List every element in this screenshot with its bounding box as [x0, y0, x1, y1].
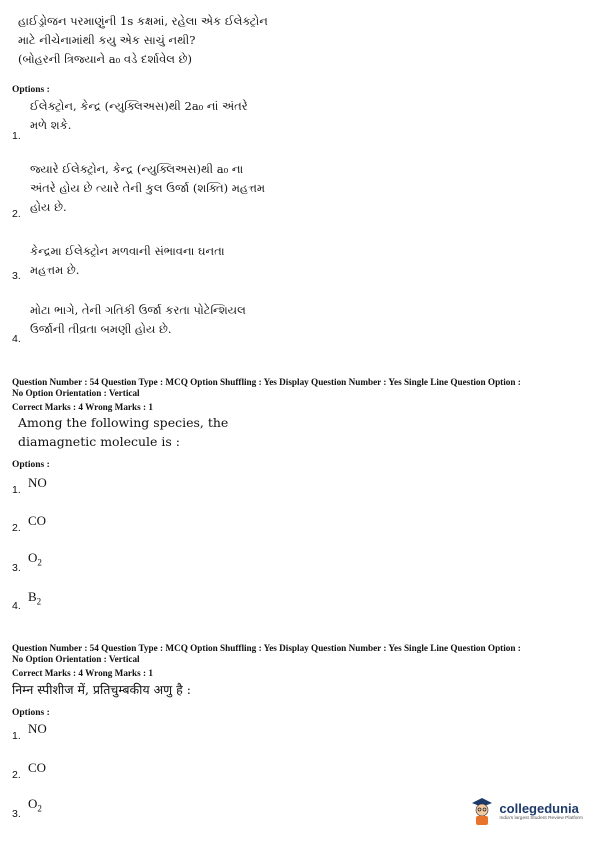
option-formula-co: CO [28, 513, 47, 528]
option-number: 3. [12, 270, 21, 282]
options-label: Options : [12, 460, 50, 470]
question-line: (બોહરની ત્રિજ્યાને a₀ વડે દર્શાવેલ છે) [18, 52, 193, 66]
options-label: Options : [12, 85, 50, 95]
option-number: 2. [12, 769, 21, 781]
question-metadata: Question Number : 54 Question Type : MCQ Option Shuffling : Yes Display Question Number : Yes Single Line Question Option : No Option Orientation : Vertical [12, 643, 521, 664]
question-text-english: Among the following species, the diamagnetic molecule is : [18, 415, 229, 449]
question-text-gujarati [18, 12, 268, 69]
logo-name: collegedunia [499, 801, 579, 816]
option-text: ઈલેક્ટ્રોન, કેન્દ્ર (ન્યુક્લિઅસ)થી 2a₀ નાં અંતરે મળે શકે. [30, 99, 248, 132]
question-line: હાઈડ્રોજન પરમાણુંની 1s કક્ષમાં, રહેલા એક ઈલેક્ટ્રોન [18, 14, 268, 28]
options-label: Options : [12, 708, 50, 718]
option-number: 4. [12, 600, 21, 612]
option-number: 3. [12, 808, 21, 820]
question-metadata: Question Number : 54 Question Type : MCQ Option Shuffling : Yes Display Question Number : Yes Single Line Question Option : No Option Orientation : Vertical [12, 377, 521, 398]
option-formula-o2: $O_2$ [28, 550, 42, 568]
option-formula-no: NO [28, 475, 47, 490]
option-text: જ્યારે ઈલેક્ટ્રોન, કેન્દ્ર (ન્યુક્લિઅસ)થી a₀ ના અંતરે હોય છે ત્યારે તેની કુલ ઉર્જા (શક્તિ) મહત્તમ હોય છે. [30, 162, 266, 214]
option-number: 1. [12, 484, 21, 496]
option-formula-o2: $O_2$ [28, 796, 42, 814]
mascot-icon [469, 796, 495, 826]
marks-info: Correct Marks : 4 Wrong Marks : 1 [12, 402, 153, 412]
logo-tagline: India's largest Student Review Platform [499, 816, 583, 821]
question-text-hindi: निम्न स्पीशीज में, प्रतिचुम्बकीय अणु है : [12, 682, 191, 697]
option-number: 3. [12, 562, 21, 574]
option-formula-b2: $B_2$ [28, 589, 42, 607]
option-number: 4. [12, 333, 21, 345]
option-formula-no: NO [28, 721, 47, 736]
option-number: 2. [12, 208, 21, 220]
collegedunia-logo [469, 796, 583, 826]
option-text: મોટા ભાગે, તેની ગતિકી ઉર્જા કરતા પોટેન્શિયલ ઉર્જાની તીવ્રતા બમણી હોય છે. [30, 303, 246, 336]
option-text: કેન્દ્રમા ઈલેક્ટ્રોન મળવાની સંભાવના ઘનતા મહત્તમ છે. [30, 244, 225, 277]
marks-info: Correct Marks : 4 Wrong Marks : 1 [12, 668, 153, 678]
option-number: 2. [12, 522, 21, 534]
option-formula-co: CO [28, 760, 47, 775]
option-number: 1. [12, 130, 21, 142]
question-line: માટે નીચેનામાંથી કયુ એક સાચું નથી? [18, 33, 196, 47]
option-number: 1. [12, 730, 21, 742]
